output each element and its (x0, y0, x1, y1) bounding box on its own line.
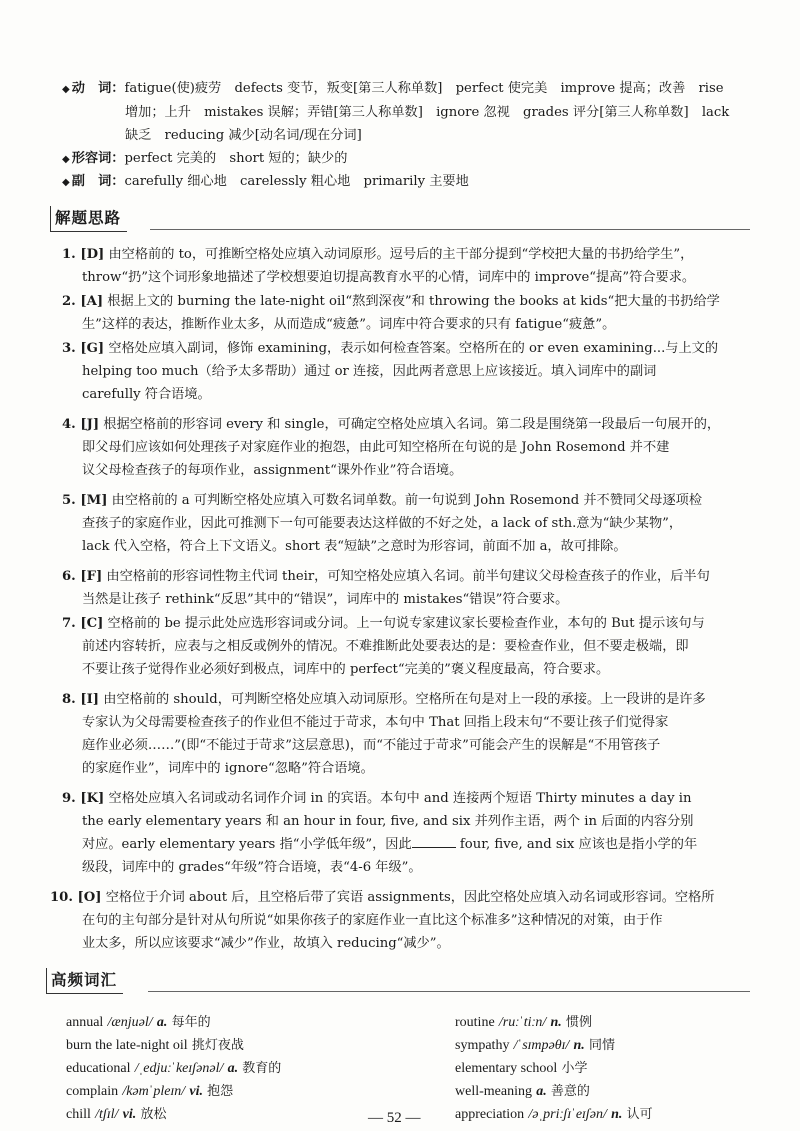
solution-item-8 (62, 688, 706, 707)
solution-number: 1. [D] (62, 247, 105, 262)
solution-item-5-line-2: 查孩子的家庭作业，因此可推测下一句可能要表达这样做的不好之处，a lack of sth.意为“缺少某物”， (82, 516, 683, 531)
solution-text: 由空格前的形容词性物主代词 their，可知空格处应填入名词。前半句建议父母检查孩子的作业，后半句 (106, 569, 710, 584)
vocab-adv-label: 副 词： (71, 174, 125, 189)
glossary-pos: a. (227, 1061, 239, 1076)
glossary-meaning: 惯例 (566, 1015, 593, 1030)
glossary-term: appreciation (455, 1107, 525, 1122)
solution-item-2-line-2: 生”这样的表达，推断作业太多，从而造成“疲惫”。词库中符合要求的只有 fatigue“疲惫”。 (82, 317, 616, 332)
glossary-term: burn the late-night oil (66, 1038, 188, 1053)
solution-text: 由空格前的 a 可判断空格处应填入可数名词单数。前一句说到 John Rosemond 并不赞同父母逐项检 (111, 493, 703, 508)
glossary-entry (455, 1011, 592, 1031)
vocab-adv-text: carefully 细心地 carelessly 粗心地 primarily 主要地 (124, 174, 469, 189)
glossary-entry (455, 1103, 653, 1123)
solution-number: 2. [A] (62, 294, 104, 309)
vocab-verb-line-2: 增加；上升 mistakes 误解；弄错[第三人称单数] ignore 忽视 grades 评分[第三人称单数] lack (125, 105, 730, 120)
solution-item-2 (62, 290, 720, 309)
answer-blank (412, 837, 456, 848)
glossary-entry (455, 1057, 587, 1077)
solution-text: 由空格前的 to，可推断空格处应填入动词原形。逗号后的主干部分提到“学校把大量的书扔给学生”， (108, 247, 694, 262)
solution-item-7-line-2: 前述内容转折，应表与之相反或例外的情况。不难推断此处要表达的是：要检查作业，但不要走极端，即 (82, 639, 689, 654)
solution-text: 空格处应填入副词，修饰 examining，表示如何检查答案。空格所在的 or even examining...与上文的 (108, 341, 719, 356)
glossary-meaning: 同情 (588, 1038, 615, 1053)
glossary-entry (66, 1034, 244, 1054)
solution-item-1-line-2: throw“扔”这个词形象地描述了学校想要迫切提高教育水平的心情，词库中的 improve“提高”符合要求。 (82, 270, 696, 285)
glossary-term: annual (66, 1015, 104, 1030)
glossary-heading-rule (148, 991, 750, 992)
glossary-phonetic: /kəmˈpleɪn/ (122, 1084, 186, 1099)
solution-item-6 (62, 565, 710, 584)
glossary-phonetic: /ˌedjuːˈkeɪʃənəl/ (134, 1061, 224, 1076)
solution-item-5-line-3: lack 代入空格，符合上下文语义。short 表“短缺”之意时为形容词，前面不加 a，故可排除。 (82, 539, 627, 554)
solution-item-10 (50, 886, 715, 905)
glossary-phonetic: /ænjuəl/ (107, 1015, 153, 1030)
solution-text: 根据空格前的形容词 every 和 single，可确定空格处应填入名词。第二段是围绕第一段最后一句展开的， (103, 417, 721, 432)
vocab-verb-text: fatigue(使)疲劳 defects 变节，叛变[第三人称单数] perfect 使完美 improve 提高；改善 rise (124, 81, 724, 96)
glossary-term: chill (66, 1107, 91, 1122)
solutions-heading: 解题思路 (50, 206, 127, 232)
glossary-phonetic: /ruːˈtiːn/ (498, 1015, 547, 1030)
glossary-pos: a. (156, 1015, 168, 1030)
solution-text: 空格位于介词 about 后，且空格后带了宾语 assignments，因此空格处应填入动名词或形容词。空格所 (105, 890, 715, 905)
glossary-meaning: 教育的 (242, 1061, 282, 1076)
solution-text: 空格处应填入名词或动名词作介词 in 的宾语。本句中 and 连接两个短语 Thirty minutes a day in (108, 791, 692, 806)
glossary-term: complain (66, 1084, 119, 1099)
solution-item-3-line-2: helping too much（给予太多帮助）通过 or 连接，因此两者意思上应该接近。填入词库中的副词 (82, 364, 657, 379)
diamond-bullet-icon: ◆ (62, 177, 70, 188)
solution-number: 3. [G] (62, 341, 105, 356)
solutions-heading-rule (150, 229, 750, 230)
page-number: — 52 — (368, 1110, 421, 1126)
solution-text: 由空格前的 should，可判断空格处应填入动词原形。空格所在句是对上一段的承接。上一段讲的是许多 (103, 692, 706, 707)
solution-text: 空格前的 be 提示此处应选形容词或分词。上一句说专家建议家长要检查作业，本句的 But 提示该句与 (107, 616, 705, 631)
vocab-verb-line-3: 缺乏 reducing 减少[动名词/现在分词] (125, 128, 362, 143)
glossary-term: well-meaning (455, 1084, 532, 1099)
glossary-term: elementary school (455, 1061, 558, 1076)
glossary-entry (66, 1011, 211, 1031)
diamond-bullet-icon: ◆ (62, 84, 70, 95)
vocab-adj-text: perfect 完美的 short 短的；缺少的 (124, 151, 348, 166)
glossary-pos: n. (573, 1038, 585, 1053)
solution-item-3 (62, 337, 718, 356)
vocab-adj-line (62, 147, 347, 166)
solution-item-7-line-3: 不要让孩子觉得作业必须好到极点，词库中的 perfect“完美的”褒义程度最高，符合要求。 (82, 662, 610, 677)
glossary-term: routine (455, 1015, 495, 1030)
solution-item-10-line-2: 在句的主句部分是针对从句所说“如果你孩子的家庭作业一直比这个标准多”这种情况的对策，由于作 (82, 913, 663, 928)
glossary-pos: n. (550, 1015, 562, 1030)
vocab-verb-label: 动 词： (71, 81, 125, 96)
glossary-entry (66, 1080, 233, 1100)
glossary-meaning: 善意的 (550, 1084, 590, 1099)
glossary-meaning: 认可 (626, 1107, 653, 1122)
solution-item-8-line-3: 庭作业必须……”(即“不能过于苛求”这层意思)，而“不能过于苛求”可能会产生的误解是“不用管孩子 (82, 738, 661, 753)
solution-item-6-line-2: 当然是让孩子 rethink“反思”其中的“错误”，词库中的 mistakes“错误”符合要求。 (82, 592, 569, 607)
glossary-phonetic: /ˈsɪmpəθɪ/ (513, 1038, 570, 1053)
solution-number: 6. [F] (62, 569, 103, 584)
solution-item-9-line-4: 级段，词库中的 grades“年级”符合语境，表“4-6 年级”。 (82, 860, 422, 875)
glossary-meaning: 放松 (140, 1107, 167, 1122)
glossary-pos: vi. (122, 1107, 137, 1122)
glossary-entry (455, 1034, 615, 1054)
glossary-meaning: 每年的 (171, 1015, 211, 1030)
glossary-entry (66, 1103, 166, 1123)
solution-item-9 (62, 787, 691, 806)
glossary-meaning: 挑灯夜战 (191, 1038, 244, 1053)
diamond-bullet-icon: ◆ (62, 154, 70, 165)
solution-text: 对应。early elementary years 指“小学低年级”，因此 (82, 837, 412, 852)
solution-item-9-line-2: the early elementary years 和 an hour in four, five, and six 并列作主语，两个 in 后面的内容分别 (82, 814, 694, 829)
solution-number: 4. [J] (62, 417, 100, 432)
solution-item-8-line-4: 的家庭作业”，词库中的 ignore“忽略”符合语境。 (82, 761, 374, 776)
solution-number: 5. [M] (62, 493, 108, 508)
solution-item-4-line-2: 即父母们应该如何处理孩子对家庭作业的抱怨，由此可知空格所在句说的是 John Rosemond 并不建 (82, 440, 670, 455)
glossary-heading: 高频词汇 (46, 968, 123, 994)
solution-item-1 (62, 243, 693, 262)
solution-item-3-line-3: carefully 符合语境。 (82, 387, 211, 402)
glossary-phonetic: /tʃɪl/ (95, 1107, 119, 1122)
vocab-adj-label: 形容词： (71, 151, 125, 166)
glossary-pos: vi. (189, 1084, 203, 1099)
solution-item-4 (62, 413, 720, 432)
solution-item-4-line-3: 议父母检查孩子的每项作业，assignment“课外作业”符合语境。 (82, 463, 463, 478)
solution-number: 8. [I] (62, 692, 100, 707)
vocab-verb-line-1 (62, 77, 724, 96)
solution-item-10-line-3: 业太多，所以应该要求“减少”作业，故填入 reducing“减少”。 (82, 936, 450, 951)
solution-number: 10. [O] (50, 890, 102, 905)
solution-text: 根据上文的 burning the late-night oil“熬到深夜”和 throwing the books at kids“把大量的书扔给学 (107, 294, 720, 309)
glossary-term: sympathy (455, 1038, 510, 1053)
solution-item-5 (62, 489, 702, 508)
glossary-entry (66, 1057, 281, 1077)
solution-item-9-line-3 (82, 833, 697, 852)
solution-number: 7. [C] (62, 616, 104, 631)
glossary-pos: n. (611, 1107, 623, 1122)
glossary-meaning: 抱怨 (207, 1084, 234, 1099)
solution-item-8-line-2: 专家认为父母需要检查孩子的作业但不能过于苛求，本句中 That 回指上段末句“不要让孩子们觉得家 (82, 715, 669, 730)
glossary-entry (455, 1080, 590, 1100)
vocab-adv-line (62, 170, 469, 189)
solution-text-after-blank: four, five, and six 应该也是指小学的年 (455, 837, 698, 852)
solution-number: 9. [K] (62, 791, 105, 806)
glossary-meaning: 小学 (561, 1061, 588, 1076)
solution-item-7 (62, 612, 705, 631)
glossary-term: educational (66, 1061, 131, 1076)
glossary-phonetic: /əˌpriːʃɪˈeɪʃən/ (528, 1107, 607, 1122)
glossary-pos: a. (536, 1084, 547, 1099)
